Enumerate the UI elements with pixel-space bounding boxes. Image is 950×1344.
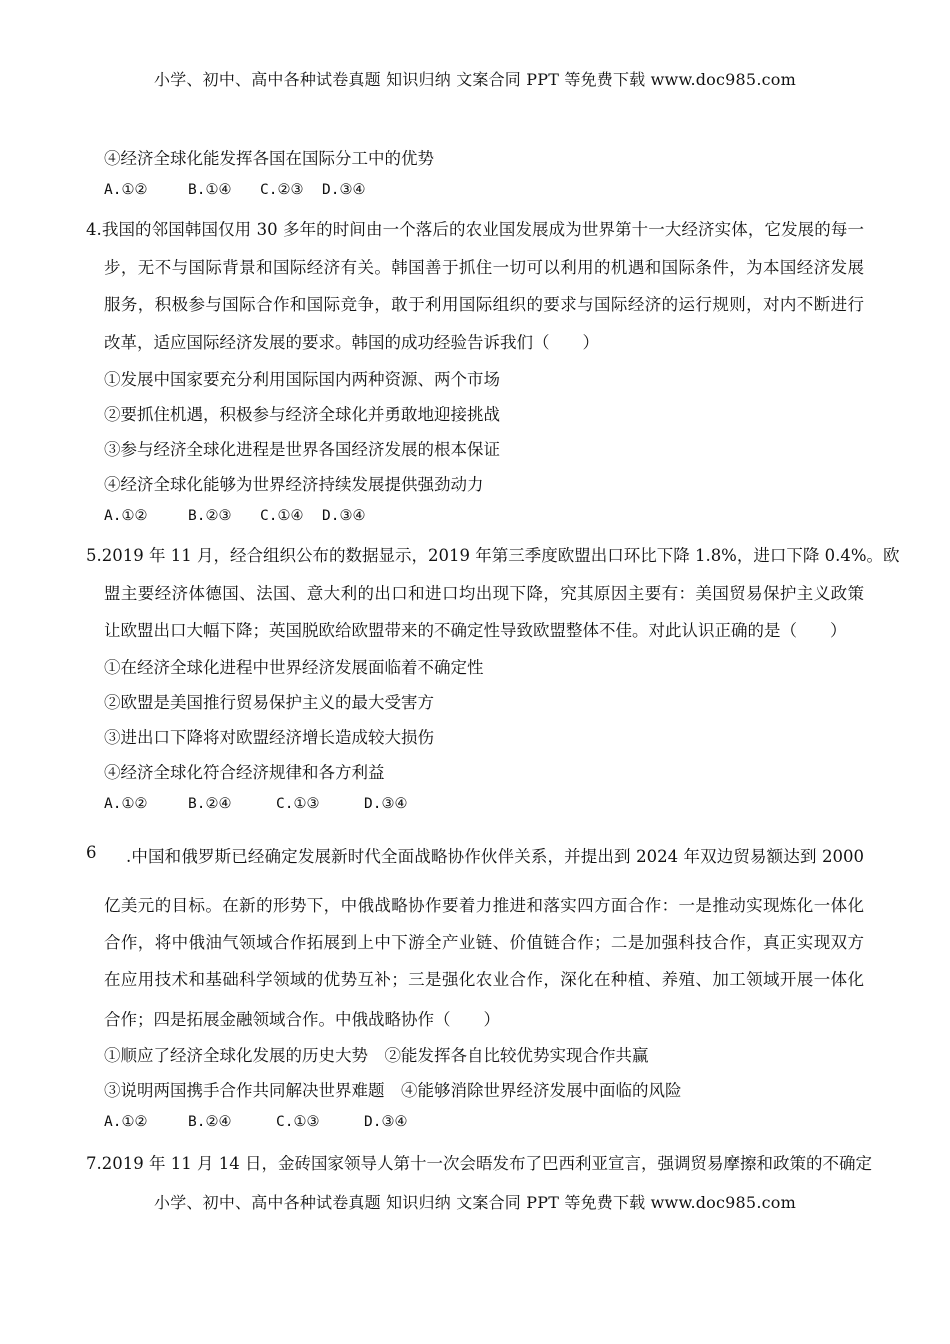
q6-line-5: 合作；四是拓展金融领域合作。中俄战略协作（ ） bbox=[104, 1010, 500, 1029]
q3-item-4: ④经济全球化能发挥各国在国际分工中的优势 bbox=[104, 149, 434, 168]
q3-option-c: C.②③ bbox=[260, 182, 304, 198]
q4-option-d: D.③④ bbox=[322, 508, 366, 524]
q5-option-b: B.②④ bbox=[188, 796, 232, 812]
q6-option-b: B.②④ bbox=[188, 1114, 232, 1130]
q4-options bbox=[104, 508, 365, 524]
q3-option-a: A.①② bbox=[104, 182, 148, 198]
q5-item-1: ①在经济全球化进程中世界经济发展面临着不确定性 bbox=[104, 658, 484, 677]
q5-option-d: D.③④ bbox=[364, 796, 408, 812]
q6-option-c: C.①③ bbox=[276, 1114, 320, 1130]
q6-number: 6 bbox=[86, 843, 97, 862]
q4-item-4: ④经济全球化能够为世界经济持续发展提供强劲动力 bbox=[104, 475, 484, 494]
q5-item-3: ③进出口下降将对欧盟经济增长造成较大损伤 bbox=[104, 728, 434, 747]
q4-option-c: C.①④ bbox=[260, 508, 304, 524]
q5-item-4: ④经济全球化符合经济规律和各方利益 bbox=[104, 763, 385, 782]
q4-line-2: 步，无不与国际背景和国际经济有关。韩国善于抓住一切可以利用的机遇和国际条件，为本国经济发展 bbox=[104, 258, 864, 277]
q3-option-d: D.③④ bbox=[322, 182, 366, 198]
q5-line-1: 5.2019 年 11 月，经合组织公布的数据显示，2019 年第三季度欧盟出口环比下降 1.8%，进口下降 0.4%。欧 bbox=[86, 546, 900, 565]
q5-line-3: 让欧盟出口大幅下降；英国脱欧给欧盟带来的不确定性导致欧盟整体不佳。对此认识正确的是（ ） bbox=[104, 621, 847, 640]
q4-option-a: A.①② bbox=[104, 508, 148, 524]
q4-line-3: 服务，积极参与国际合作和国际竞争，敢于利用国际组织的要求与国际经济的运行规则，对内不断进行 bbox=[104, 295, 864, 314]
q6-line-1: .中国和俄罗斯已经确定发展新时代全面战略协作伙伴关系，并提出到 2024 年双边贸易额达到 2000 bbox=[126, 847, 864, 866]
q5-option-a: A.①② bbox=[104, 796, 148, 812]
q4-item-1: ①发展中国家要充分利用国际国内两种资源、两个市场 bbox=[104, 370, 500, 389]
q6-option-d: D.③④ bbox=[364, 1114, 408, 1130]
q6-line-4: 在应用技术和基础科学领域的优势互补；三是强化农业合作，深化在种植、养殖、加工领域开展一体化 bbox=[104, 970, 864, 989]
q4-item-3: ③参与经济全球化进程是世界各国经济发展的根本保证 bbox=[104, 440, 500, 459]
q4-line-1: 4.我国的邻国韩国仅用 30 多年的时间由一个落后的农业国发展成为世界第十一大经济实体，它发展的每一 bbox=[86, 220, 864, 239]
q4-item-2: ②要抓住机遇，积极参与经济全球化并勇敢地迎接挑战 bbox=[104, 405, 500, 424]
q3-options bbox=[104, 182, 365, 198]
q6-options bbox=[104, 1114, 407, 1130]
q4-option-b: B.②③ bbox=[188, 508, 232, 524]
page-header: 小学、初中、高中各种试卷真题 知识归纳 文案合同 PPT 等免费下载 www.doc985.com bbox=[154, 70, 796, 89]
page-footer: 小学、初中、高中各种试卷真题 知识归纳 文案合同 PPT 等免费下载 www.doc985.com bbox=[154, 1193, 796, 1212]
q7-line-1: 7.2019 年 11 月 14 日，金砖国家领导人第十一次会晤发布了巴西利亚宣言，强调贸易摩擦和政策的不确定 bbox=[86, 1154, 872, 1173]
q6-line-3: 合作，将中俄油气领域合作拓展到上中下游全产业链、价值链合作；二是加强科技合作，真正实现双方 bbox=[104, 933, 864, 952]
q6-items-row-2: ③说明两国携手合作共同解决世界难题 ④能够消除世界经济发展中面临的风险 bbox=[104, 1081, 682, 1100]
q5-item-2: ②欧盟是美国推行贸易保护主义的最大受害方 bbox=[104, 693, 434, 712]
q3-option-b: B.①④ bbox=[188, 182, 232, 198]
q6-items-row-1: ①顺应了经济全球化发展的历史大势 ②能发挥各自比较优势实现合作共赢 bbox=[104, 1046, 649, 1065]
q5-option-c: C.①③ bbox=[276, 796, 320, 812]
q6-line-2: 亿美元的目标。在新的形势下，中俄战略协作要着力推进和落实四方面合作：一是推动实现炼化一体化 bbox=[104, 896, 864, 915]
q4-line-4: 改革，适应国际经济发展的要求。韩国的成功经验告诉我们（ ） bbox=[104, 333, 599, 352]
q5-options bbox=[104, 796, 407, 812]
q5-line-2: 盟主要经济体德国、法国、意大利的出口和进口均出现下降，究其原因主要有：美国贸易保护主义政策 bbox=[104, 584, 864, 603]
q6-option-a: A.①② bbox=[104, 1114, 148, 1130]
